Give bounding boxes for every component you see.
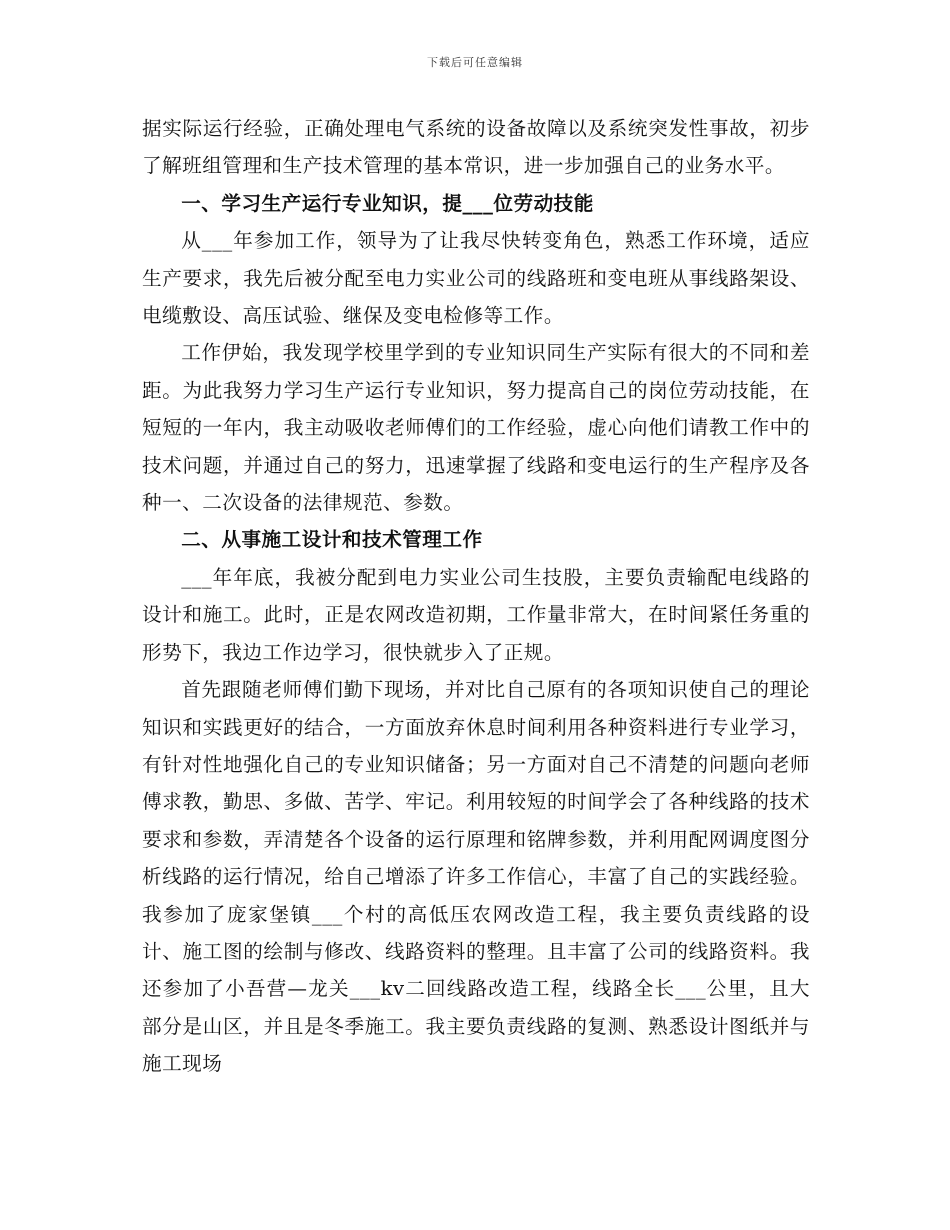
section-heading-1: 一、学习生产运行专业知识，提___位劳动技能 [181,191,594,215]
paragraph-3: 工作伊始，我发现学校里学到的专业知识同生产实际有很大的不同和差距。为此我努力学习生产运行专业知识，努力提高自己的岗位劳动技能，在短短的一年内，我主动吸收老师傅们的工作经验，虚心向他们请教工作中的技术问题，并通过自己的努力，迅速掌握了线路和变电运行的生产程序及各种一、二次设备的法律规范、参数。 [142,341,810,515]
paragraph-1: 据实际运行经验，正确处理电气系统的设备故障以及系统突发性事故，初步了解班组管理和生产技术管理的基本常识，进一步加强自己的业务水平。 [142,117,810,178]
section-heading-2: 二、从事施工设计和技术管理工作 [181,528,483,552]
paragraph-5: 首先跟随老师傅们勤下现场，并对比自己原有的各项知识使自己的理论知识和实践更好的结合，一方面放弃休息时间利用各种资料进行专业学习，有针对性地强化自己的专业知识储备；另一方面对自己不清楚的问题向老师傅求教，勤思、多做、苦学、牢记。利用较短的时间学会了各种线路的技术要求和参数，弄清楚各个设备的运行原理和铭牌参数，并利用配网调度图分析线路的运行情况，给自己增添了许多工作信心，丰富了自己的实践经验。我参加了庞家堡镇___个村的高低压农网改造工程，我主要负责线路的设计、施工图的绘制与修改、线路资料的整理。且丰富了公司的线路资料。我还参加了小吾营—龙关___kv二回线路改造工程，线路全长___公里，且大部分是山区，并且是冬季施工。我主要负责线路的复测、熟悉设计图纸并与施工现场 [142,678,810,1076]
document-body [142,110,810,1083]
paragraph-2: 从___年参加工作，领导为了让我尽快转变角色，熟悉工作环境，适应生产要求，我先后被分配至电力实业公司的线路班和变电班从事线路架设、电缆敷设、高压试验、继保及变电检修等工作。 [142,229,810,328]
paragraph-4: ___年年底，我被分配到电力实业公司生技股，主要负责输配电线路的设计和施工。此时，正是农网改造初期，工作量非常大，在时间紧任务重的形势下，我边工作边学习，很快就步入了正规。 [142,565,810,664]
page-header: 下载后可任意编辑 [427,56,523,69]
